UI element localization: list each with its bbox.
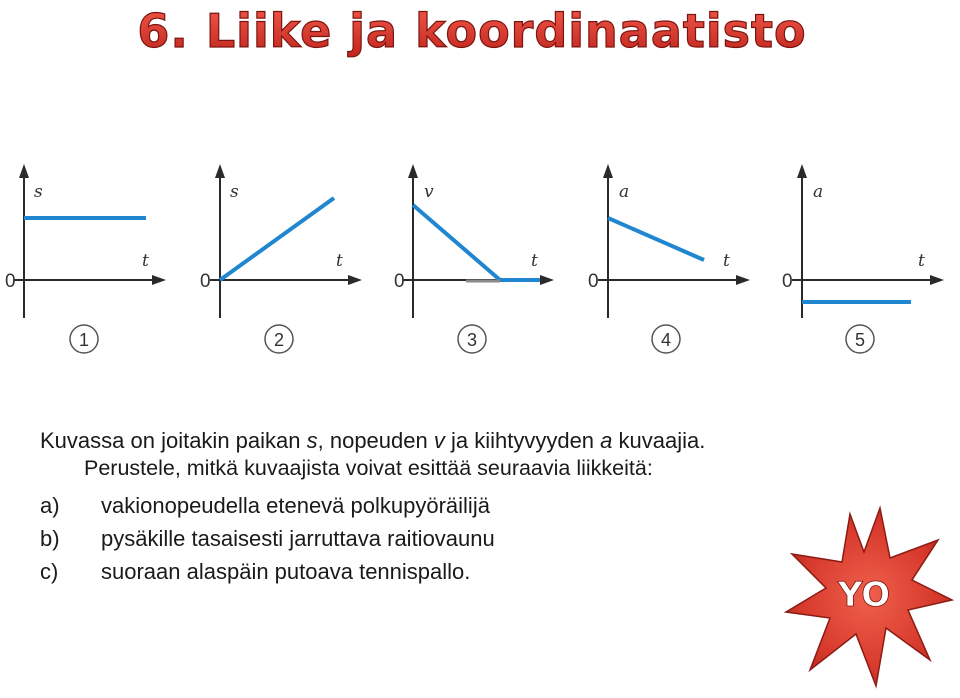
graph-2 <box>200 164 362 353</box>
graph-number: 4 <box>660 330 672 350</box>
y-axis-label: s <box>34 182 43 202</box>
yo-badge-text: YO <box>837 575 891 615</box>
graph-3 <box>394 164 554 353</box>
graph-number: 3 <box>466 330 478 350</box>
origin-label: 0 <box>200 271 211 292</box>
item-text: suoraan alaspäin putoava tennispallo. <box>101 559 471 584</box>
answer-list <box>40 489 860 588</box>
y-axis-label: a <box>813 182 824 202</box>
graph-line <box>220 198 334 280</box>
item-label: b) <box>40 526 60 551</box>
x-axis-label: t <box>336 251 343 271</box>
graph-line <box>608 218 704 260</box>
symbol-v: v <box>433 428 445 453</box>
x-axis-label: t <box>531 251 538 271</box>
y-axis-label: v <box>424 182 434 202</box>
intro-line: Kuvassa on joitakin paikan s, nopeuden v ja kiihtyvyyden a kuvaajia. <box>40 428 706 453</box>
origin-label: 0 <box>394 271 405 292</box>
item-text: pysäkille tasaisesti jarruttava raitiovaunu <box>101 526 495 551</box>
question-text <box>40 426 860 588</box>
page-title: 6. Liike ja koordinaatisto <box>137 4 807 58</box>
graph-1 <box>5 164 166 353</box>
x-axis-label: t <box>918 251 925 271</box>
yo-star-badge <box>780 500 955 696</box>
graph-line <box>413 205 500 280</box>
graph-number: 5 <box>854 330 866 350</box>
instruction-line: Perustele, mitkä kuvaajista voivat esittää seuraavia liikkeitä: <box>84 456 653 480</box>
x-axis-label: t <box>142 251 149 271</box>
item-label: a) <box>40 493 60 518</box>
list-item-a <box>40 489 860 522</box>
symbol-a: a <box>600 428 613 453</box>
item-label: c) <box>40 559 59 584</box>
y-axis-label: a <box>619 182 630 202</box>
symbol-s: s <box>306 428 318 453</box>
item-text: vakionopeudella etenevä polkupyöräilijä <box>101 493 490 518</box>
origin-label: 0 <box>5 271 16 292</box>
graph-4 <box>588 164 750 353</box>
list-item-c <box>40 555 860 588</box>
origin-label: 0 <box>588 271 599 292</box>
x-axis-label: t <box>723 251 730 271</box>
y-axis-label: s <box>230 182 239 202</box>
list-item-b <box>40 522 860 555</box>
graph-number: 2 <box>273 330 285 350</box>
graph-5 <box>782 164 944 353</box>
origin-label: 0 <box>782 271 793 292</box>
graph-number: 1 <box>78 330 90 350</box>
